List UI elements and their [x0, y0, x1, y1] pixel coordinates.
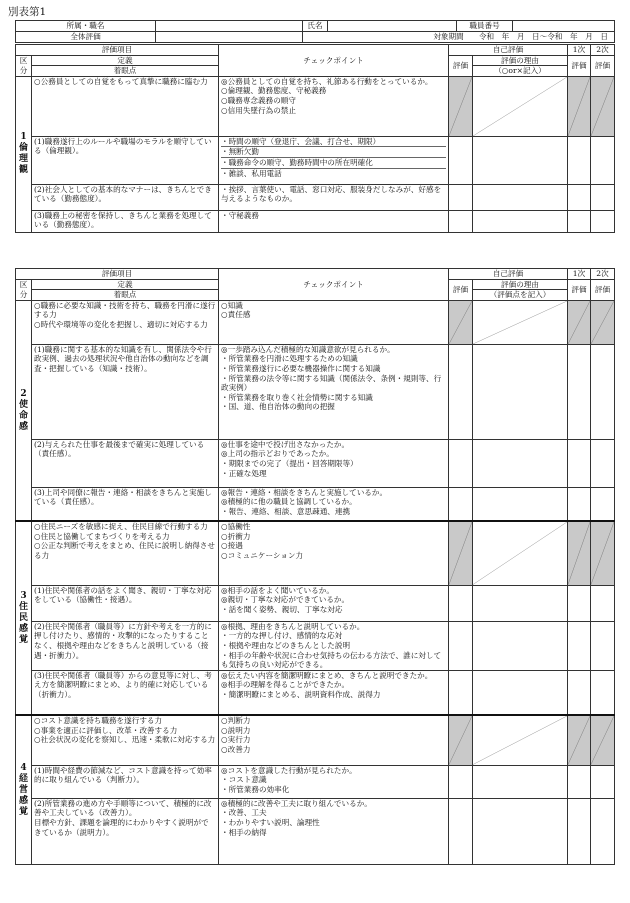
- table-row: [16, 439, 615, 487]
- checkpoint-cell: [219, 521, 449, 585]
- self-eval-cell[interactable]: [449, 136, 473, 184]
- checkpoint-cell: [219, 798, 449, 864]
- self-eval-cell[interactable]: [449, 210, 473, 232]
- self-eval-cell[interactable]: [449, 300, 473, 344]
- self-eval-cell[interactable]: [449, 439, 473, 487]
- checkpoint-item: ◎伝えたい内容を簡潔明瞭にまとめ、きちんと説明できたか。 ◎相手の理解を得ることができたか。 ・簡潔明瞭にまとめる、説明資料作成、説得力: [221, 670, 433, 699]
- second-eval-cell[interactable]: [591, 210, 615, 232]
- reason-cell[interactable]: [473, 670, 568, 715]
- reason-cell[interactable]: [473, 715, 568, 765]
- self-eval-cell[interactable]: [449, 184, 473, 210]
- checkpoint-item: ◎公務員としての自覚を持ち、礼節ある行動をとっているか。 ○倫理観、勤務態度、守秘義務 ○職務専念義務の順守 ○信用失墜行為の禁止: [221, 76, 433, 115]
- overall-label: 全体評価: [16, 32, 156, 43]
- affiliation-label: 所属・職名: [16, 21, 156, 32]
- first-eval-cell[interactable]: [568, 439, 591, 487]
- checkpoint-item: ・職務命令の順守、勤務時間中の所在明確化: [221, 157, 446, 168]
- checkpoint-item: ・挨拶、言葉使い、電話、窓口対応、服装身だしなみが、好感を与えるようなものか。: [221, 184, 442, 204]
- header-second-eval: 評価: [591, 279, 615, 300]
- reason-cell[interactable]: [473, 765, 568, 798]
- second-eval-cell[interactable]: [591, 344, 615, 439]
- header-reason: 評価の理由: [473, 55, 568, 66]
- header-kubun: 区分: [16, 55, 32, 76]
- info-table: [15, 20, 615, 43]
- checkpoint-item: ◎相手の話をよく聞いているか。 ◎親切・丁寧な対応ができているか。 ・話を聞く姿勢、親切、丁寧な対応: [221, 585, 350, 614]
- table-row: [16, 76, 615, 136]
- first-eval-cell[interactable]: [568, 715, 591, 765]
- definition-cell: (3)上司や同僚に報告・連絡・相談をきちんと実施している（責任感）。: [32, 487, 219, 521]
- self-eval-cell[interactable]: [449, 765, 473, 798]
- reason-cell[interactable]: [473, 439, 568, 487]
- header-self-eval: 自己評価: [449, 269, 568, 280]
- table-row: [16, 300, 615, 344]
- definition-cell: ○公務員としての自覚をもって真摯に職務に臨む力: [32, 76, 219, 136]
- definition-cell: ○職務に必要な知識・技術を持ち、職務を円滑に遂行する力 ○時代や環境等の変化を把握し、適切に対応する力: [32, 300, 219, 344]
- header-reason: 評価の理由: [473, 279, 568, 290]
- header-first: 1次: [568, 269, 591, 280]
- header-checkpoint: チェックポイント: [219, 45, 449, 77]
- table-row: [16, 344, 615, 439]
- checkpoint-item: ◎仕事を途中で投げ出さなかったか。 ◎上司の指示どおりであったか。 ・期限までの完了（提出・回答期限等） ・正確な処理: [221, 439, 358, 478]
- self-eval-cell[interactable]: [449, 715, 473, 765]
- self-eval-cell[interactable]: [449, 585, 473, 621]
- checkpoint-item: ◎積極的に改善や工夫に取り組んでいるか。 ・改善、工夫 ・わかりやすい説明、論理性 ・相手の納得: [221, 798, 372, 837]
- header-first-eval: 評価: [568, 55, 591, 76]
- second-eval-cell[interactable]: [591, 621, 615, 670]
- category-label: 4 経 営 感 覚: [16, 715, 32, 864]
- first-eval-cell[interactable]: [568, 136, 591, 184]
- table-row: [16, 136, 615, 184]
- checkpoint-item: ◎報告・連絡・相談をきちんと実施しているか。 ◎積極的に他の職員と協調しているか。 ・報告、連絡、相談、意思疎通、連携: [221, 487, 388, 516]
- reason-cell[interactable]: [473, 487, 568, 521]
- table-row: [16, 521, 615, 585]
- first-eval-cell[interactable]: [568, 76, 591, 136]
- category-label: 1 倫 理 観: [16, 76, 32, 232]
- header-second: 2次: [591, 45, 615, 56]
- checkpoint-cell: [219, 344, 449, 439]
- second-eval-cell[interactable]: [591, 76, 615, 136]
- header-self-eval: 自己評価: [449, 45, 568, 56]
- staff-no-label: 職員番号: [457, 21, 513, 32]
- definition-cell: (1)職務遂行上のルールや職場のモラルを順守している（倫理観）。: [32, 136, 219, 184]
- second-eval-cell[interactable]: [591, 184, 615, 210]
- second-eval-cell[interactable]: [591, 439, 615, 487]
- first-eval-cell[interactable]: [568, 765, 591, 798]
- category-label: 3 住 民 感 覚: [16, 521, 32, 715]
- definition-cell: (3)住民や関係者（職員等）からの意見等に対し、考え方を簡潔明瞭にまとめ、より的確に対応している（折衝力）。: [32, 670, 219, 715]
- self-eval-cell[interactable]: [449, 344, 473, 439]
- header-focus: 着眼点: [32, 66, 219, 77]
- header-eval-item: 評価項目: [16, 269, 219, 280]
- header-second-eval: 評価: [591, 55, 615, 76]
- first-eval-cell[interactable]: [568, 621, 591, 670]
- evaluation-table-2: [15, 268, 615, 865]
- reason-cell[interactable]: [473, 184, 568, 210]
- checkpoint-cell: [219, 136, 449, 184]
- self-eval-cell[interactable]: [449, 621, 473, 670]
- reason-cell[interactable]: [473, 521, 568, 585]
- definition-cell: (1)住民や関係者の話をよく聞き、親切・丁寧な対応をしている（協働性・接遇）。: [32, 585, 219, 621]
- checkpoint-cell: [219, 621, 449, 670]
- second-eval-cell[interactable]: [591, 521, 615, 585]
- checkpoint-item: ◎コストを意識した行動が見られたか。 ・コスト意識 ・所管業務の効率化: [221, 765, 357, 794]
- first-eval-cell[interactable]: [568, 184, 591, 210]
- name-field[interactable]: [328, 21, 457, 32]
- checkpoint-item: ○知識 ○責任感: [221, 300, 251, 320]
- header-note: （○or×記入）: [473, 66, 568, 77]
- definition-cell: ○コスト意識を持ち職務を遂行する力 ○事業を適正に評価し、改革・改善する力 ○社会状況の変化を察知し、迅速・柔軟に対応する力: [32, 715, 219, 765]
- header-first-eval: 評価: [568, 279, 591, 300]
- reason-cell[interactable]: [473, 76, 568, 136]
- table-row: [16, 210, 615, 232]
- checkpoint-item: ◎根拠、理由をきちんと説明しているか。 ・一方的な押し付け、感情的な応対 ・根拠や理由などのきちんとした説明 ・相手の年齢や状況に合わせ気持ちの伝わる方法で、誰に対しても気持ちの良い対応ができる。: [221, 621, 442, 670]
- definition-cell: (1)職務に関する基本的な知識を有し、関係法令や行政実例、過去の処理状況や他自治体の動向などを調査・把握している（知識・技術）。: [32, 344, 219, 439]
- checkpoint-item: ○判断力 ○説明力 ○実行力 ○改善力: [221, 716, 251, 755]
- second-eval-cell[interactable]: [591, 715, 615, 765]
- name-label: 氏名: [303, 21, 328, 32]
- first-eval-cell[interactable]: [568, 344, 591, 439]
- table-row: [16, 765, 615, 798]
- overall-field[interactable]: [156, 32, 303, 43]
- first-eval-cell[interactable]: [568, 487, 591, 521]
- document-title: 別表第1: [8, 6, 47, 18]
- checkpoint-item: ・無断欠勤: [221, 146, 446, 157]
- affiliation-field[interactable]: [156, 21, 303, 32]
- reason-cell[interactable]: [473, 621, 568, 670]
- checkpoint-cell: [219, 715, 449, 765]
- category-label: 2 使 命 感: [16, 300, 32, 521]
- self-eval-cell[interactable]: [449, 487, 473, 521]
- checkpoint-item: ◎一歩踏み込んだ積極的な知識意欲が見られるか。 ・所管業務を円滑に処理するための知識 ・所管業務遂行に必要な機器操作に関する知識 ・所管業務の法令等に関する知識（関係法令、条例・規則等、行政実例） ・所管業務を取り巻く社会情勢に関する知識 ・国、道、他自治体の動向の把握: [221, 344, 442, 412]
- reason-cell[interactable]: [473, 344, 568, 439]
- checkpoint-cell: [219, 76, 449, 136]
- header-checkpoint: チェックポイント: [219, 269, 449, 301]
- period-label: 対象期間 令和 年 月 日～令和 年 月 日: [303, 32, 615, 43]
- definition-cell: ○住民ニーズを敏感に捉え、住民目線で行動する力 ○住民と協働してまちづくりを考える力 ○公正な判断で考えをまとめ、住民に説明し納得させる力: [32, 521, 219, 585]
- checkpoint-cell: [219, 487, 449, 521]
- second-eval-cell[interactable]: [591, 765, 615, 798]
- header-eval-item: 評価項目: [16, 45, 219, 56]
- checkpoint-cell: [219, 300, 449, 344]
- self-eval-cell[interactable]: [449, 798, 473, 864]
- header-definition: 定義: [32, 279, 219, 290]
- definition-cell: (2)所管業務の進め方や手順等について、積極的に改善や工夫している（改善力）。 目標や方針、課題を論理的にわかりやすく説明ができているか（説明力）。: [32, 798, 219, 864]
- evaluation-table-1: [15, 44, 615, 233]
- table-row: [16, 184, 615, 210]
- checkpoint-cell: [219, 585, 449, 621]
- checkpoint-cell: [219, 210, 449, 232]
- self-eval-cell[interactable]: [449, 670, 473, 715]
- definition-cell: (2)住民や関係者（職員等）に方針や考えを一方的に押し付けたり、感情的・攻撃的になったりすることなく、根拠や理由などをきちんと説明している（接遇・折衝力）。: [32, 621, 219, 670]
- reason-cell[interactable]: [473, 210, 568, 232]
- second-eval-cell[interactable]: [591, 798, 615, 864]
- header-note: （評価点を記入）: [473, 290, 568, 301]
- checkpoint-cell: [219, 184, 449, 210]
- checkpoint-item: ・守秘義務: [221, 210, 259, 220]
- second-eval-cell[interactable]: [591, 136, 615, 184]
- first-eval-cell[interactable]: [568, 521, 591, 585]
- first-eval-cell[interactable]: [568, 210, 591, 232]
- table-row: [16, 621, 615, 670]
- table-row: [16, 487, 615, 521]
- staff-no-field[interactable]: [513, 21, 615, 32]
- reason-cell[interactable]: [473, 300, 568, 344]
- header-eval: 評価: [449, 279, 473, 300]
- header-first: 1次: [568, 45, 591, 56]
- self-eval-cell[interactable]: [449, 76, 473, 136]
- checkpoint-cell: [219, 765, 449, 798]
- first-eval-cell[interactable]: [568, 670, 591, 715]
- reason-cell[interactable]: [473, 798, 568, 864]
- checkpoint-item: ・時間の順守（登退庁、会議、打合せ、期限）: [221, 136, 381, 146]
- header-second: 2次: [591, 269, 615, 280]
- first-eval-cell[interactable]: [568, 798, 591, 864]
- first-eval-cell[interactable]: [568, 585, 591, 621]
- header-definition: 定義: [32, 55, 219, 66]
- checkpoint-item: ・雑談、私用電話: [221, 168, 446, 179]
- self-eval-cell[interactable]: [449, 521, 473, 585]
- table-row: [16, 670, 615, 715]
- second-eval-cell[interactable]: [591, 670, 615, 715]
- definition-cell: (2)与えられた仕事を最後まで確実に処理している（責任感）。: [32, 439, 219, 487]
- table-row: [16, 585, 615, 621]
- header-focus: 着眼点: [32, 290, 219, 301]
- first-eval-cell[interactable]: [568, 300, 591, 344]
- second-eval-cell[interactable]: [591, 300, 615, 344]
- reason-cell[interactable]: [473, 585, 568, 621]
- definition-cell: (3)職務上の秘密を保持し、きちんと業務を処理している（勤務態度）。: [32, 210, 219, 232]
- reason-cell[interactable]: [473, 136, 568, 184]
- checkpoint-cell: [219, 439, 449, 487]
- definition-cell: (2)社会人としての基本的なマナーは、きちんとできている（勤務態度）。: [32, 184, 219, 210]
- table-row: [16, 798, 615, 864]
- second-eval-cell[interactable]: [591, 585, 615, 621]
- second-eval-cell[interactable]: [591, 487, 615, 521]
- definition-cell: (1)時間や経費の節減など、コスト意識を持って効率的に取り組んでいる（判断力）。: [32, 765, 219, 798]
- checkpoint-cell: [219, 670, 449, 715]
- checkpoint-item: ○協働性 ○折衝力 ○接遇 ○コミュニケーション力: [221, 522, 304, 561]
- header-kubun: 区分: [16, 279, 32, 300]
- table-row: [16, 715, 615, 765]
- header-eval: 評価: [449, 55, 473, 76]
